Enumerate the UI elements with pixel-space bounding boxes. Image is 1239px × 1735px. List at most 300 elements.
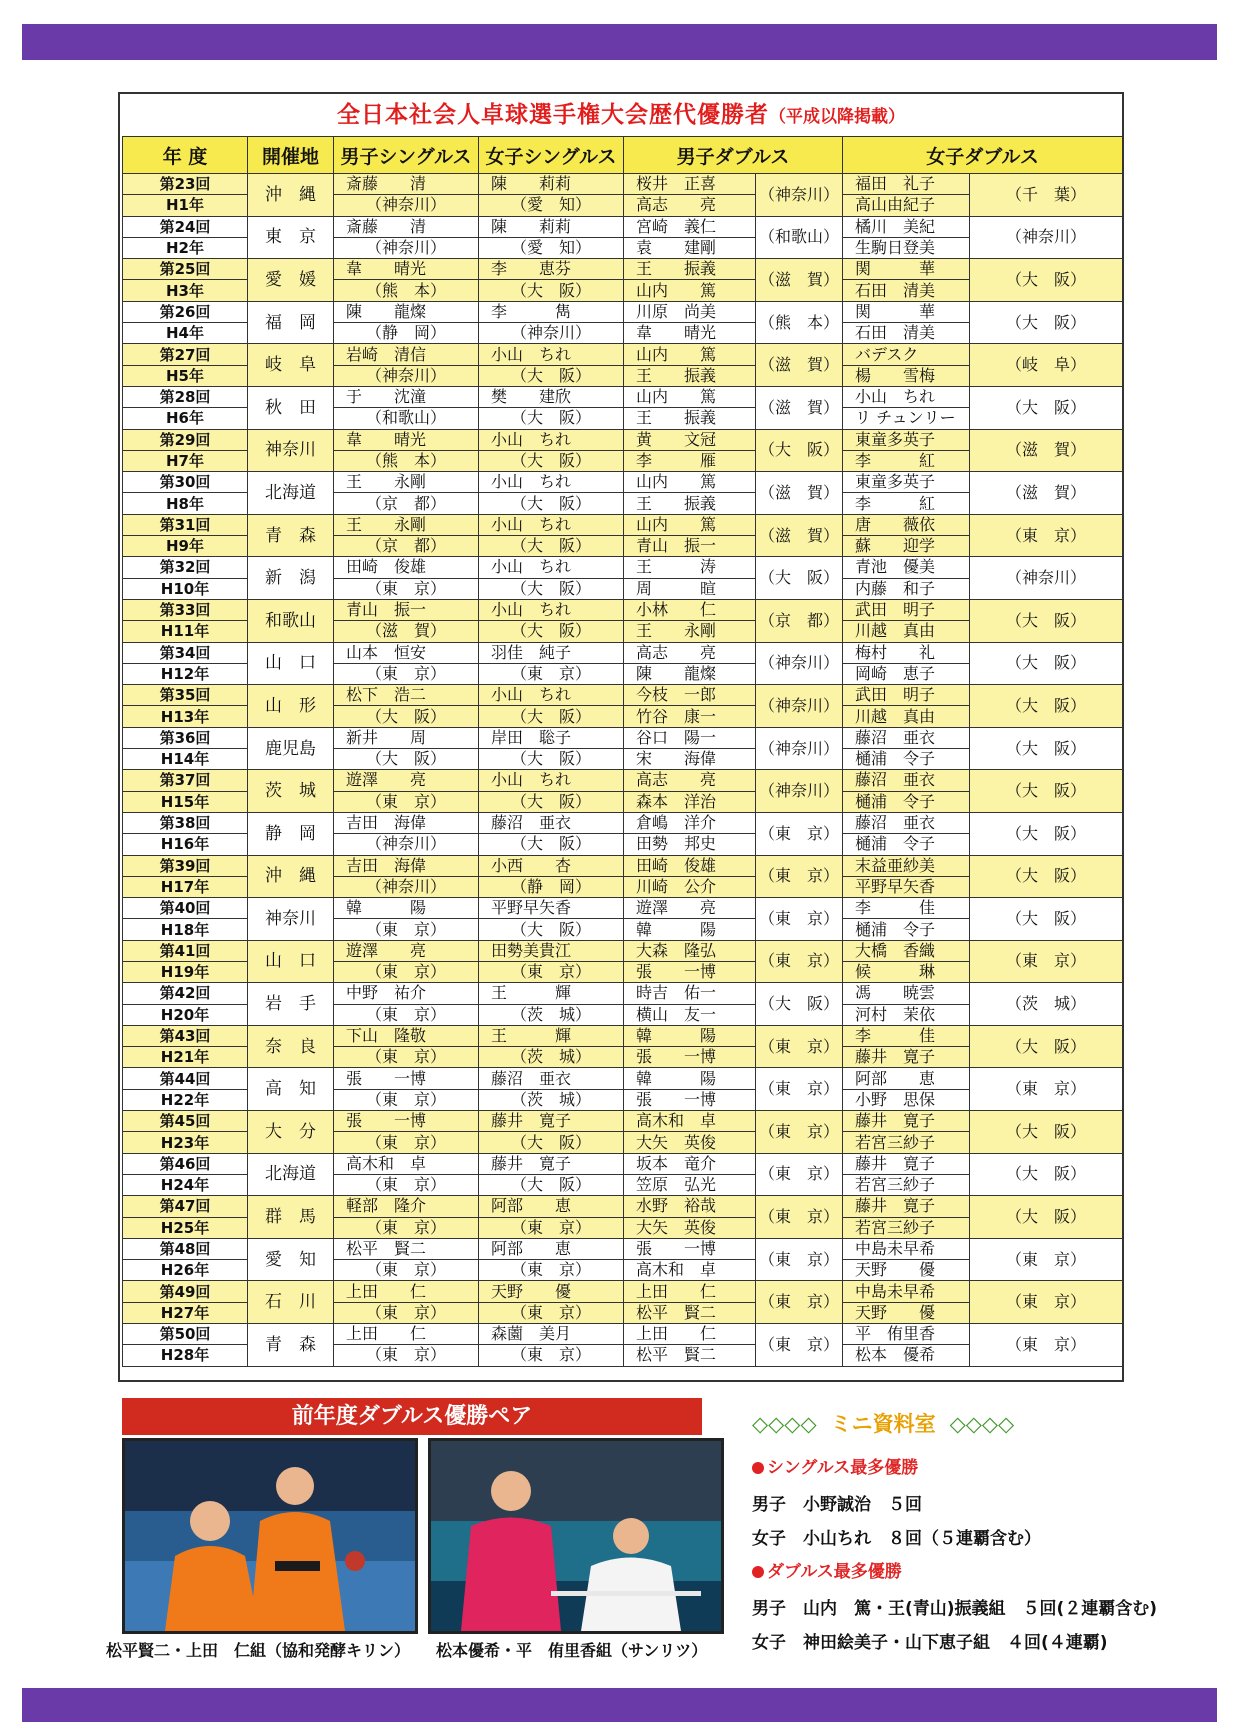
- mens-doubles-prefecture: （滋 賀）: [756, 386, 843, 429]
- venue: 茨 城: [248, 770, 334, 813]
- womens-singles-prefecture: （大 阪）: [479, 280, 624, 301]
- womens-singles-winner: 小山 ちれ: [479, 685, 624, 706]
- womens-doubles-photo: [428, 1438, 724, 1634]
- mens-singles-prefecture: （東 京）: [334, 1260, 479, 1281]
- mens-doubles-player: 王 振義: [624, 259, 756, 280]
- womens-doubles-prefecture: （大 阪）: [970, 898, 1123, 941]
- womens-singles-prefecture: （大 阪）: [479, 536, 624, 557]
- mens-doubles-player: 張 一博: [624, 1238, 756, 1259]
- mens-singles-prefecture: （神奈川）: [334, 237, 479, 258]
- venue: 沖 縄: [248, 855, 334, 898]
- mens-singles-prefecture: （熊 本）: [334, 280, 479, 301]
- mens-doubles-player: 韓 陽: [624, 1068, 756, 1089]
- womens-singles-winner: 阿部 恵: [479, 1196, 624, 1217]
- mens-doubles-player: 山内 篤: [624, 472, 756, 493]
- mens-singles-winner: 青山 振一: [334, 599, 479, 620]
- table-title: 全日本社会人卓球選手権大会歴代優勝者（平成以降掲載）: [337, 102, 905, 128]
- womens-doubles-player: 松本 優希: [843, 1345, 970, 1366]
- table-row: [123, 1281, 1123, 1302]
- edition-number: 第40回: [123, 898, 248, 919]
- venue: 沖 縄: [248, 174, 334, 217]
- womens-doubles-player: 李 佳: [843, 898, 970, 919]
- mens-singles-winner: 松下 浩二: [334, 685, 479, 706]
- womens-doubles-player: 小山 ちれ: [843, 386, 970, 407]
- heisei-year: H20年: [123, 1004, 248, 1025]
- mens-singles-prefecture: （東 京）: [334, 1174, 479, 1195]
- table-row: [123, 1025, 1123, 1046]
- mens-doubles-prefecture: （東 京）: [756, 855, 843, 898]
- heisei-year: H17年: [123, 876, 248, 897]
- doubles-heading: ダブルス最多優勝: [752, 1557, 902, 1582]
- womens-doubles-prefecture: （大 阪）: [970, 770, 1123, 813]
- womens-singles-winner: 小山 ちれ: [479, 344, 624, 365]
- womens-doubles-player: 関 華: [843, 259, 970, 280]
- table-row: [123, 174, 1123, 195]
- heisei-year: H7年: [123, 450, 248, 471]
- mens-singles-prefecture: （東 京）: [334, 919, 479, 940]
- table-row: [123, 1068, 1123, 1089]
- mens-doubles-prefecture: （滋 賀）: [756, 259, 843, 302]
- womens-doubles-prefecture: （大 阪）: [970, 1153, 1123, 1196]
- singles-heading: シングルス最多優勝: [752, 1453, 918, 1478]
- mens-doubles-prefecture: （大 阪）: [756, 557, 843, 600]
- womens-singles-winner: 藤沼 亜衣: [479, 1068, 624, 1089]
- heisei-year: H25年: [123, 1217, 248, 1238]
- mens-singles-winner: 吉田 海偉: [334, 855, 479, 876]
- womens-singles-winner: 阿部 恵: [479, 1238, 624, 1259]
- header-year: 年 度: [123, 137, 248, 174]
- mens-doubles-player: 横山 友一: [624, 1004, 756, 1025]
- table-row: [123, 216, 1123, 237]
- womens-singles-winner: 小山 ちれ: [479, 429, 624, 450]
- venue: 神奈川: [248, 429, 334, 472]
- mens-singles-winner: 上田 仁: [334, 1324, 479, 1345]
- womens-doubles-prefecture: （滋 賀）: [970, 429, 1123, 472]
- table-row: [123, 898, 1123, 919]
- header-row: [123, 137, 1123, 174]
- mens-doubles-prefecture: （東 京）: [756, 898, 843, 941]
- heisei-year: H11年: [123, 621, 248, 642]
- womens-doubles-player: 大橋 香織: [843, 940, 970, 961]
- womens-singles-winner: 森薗 美月: [479, 1324, 624, 1345]
- doubles-women-record: 女子 神田絵美子・山下恵子組 ４回(４連覇): [752, 1633, 1108, 1653]
- venue: 青 森: [248, 1324, 334, 1367]
- womens-doubles-player: 樋浦 令子: [843, 834, 970, 855]
- womens-doubles-player: 藤井 寛子: [843, 1196, 970, 1217]
- mens-singles-prefecture: （大 阪）: [334, 749, 479, 770]
- edition-number: 第46回: [123, 1153, 248, 1174]
- table-row: [123, 386, 1123, 407]
- venue: 神奈川: [248, 898, 334, 941]
- womens-singles-winner: 藤井 寛子: [479, 1153, 624, 1174]
- heisei-year: H26年: [123, 1260, 248, 1281]
- womens-doubles-prefecture: （大 阪）: [970, 301, 1123, 344]
- womens-doubles-prefecture: （茨 城）: [970, 983, 1123, 1026]
- heisei-year: H23年: [123, 1132, 248, 1153]
- mens-doubles-player: 高志 亮: [624, 642, 756, 663]
- mens-doubles-prefecture: （大 阪）: [756, 429, 843, 472]
- womens-singles-prefecture: （東 京）: [479, 1260, 624, 1281]
- mens-singles-winner: 上田 仁: [334, 1281, 479, 1302]
- edition-number: 第43回: [123, 1025, 248, 1046]
- womens-doubles-prefecture: （大 阪）: [970, 642, 1123, 685]
- womens-singles-winner: 羽佳 純子: [479, 642, 624, 663]
- womens-doubles-player: 樋浦 令子: [843, 749, 970, 770]
- mens-doubles-player: 袁 建剛: [624, 237, 756, 258]
- mens-doubles-player: 笠原 弘光: [624, 1174, 756, 1195]
- womens-doubles-prefecture: （千 葉）: [970, 174, 1123, 217]
- mens-singles-winner: 韋 晴光: [334, 429, 479, 450]
- mens-singles-winner: 張 一博: [334, 1111, 479, 1132]
- mens-doubles-player: 山内 篤: [624, 514, 756, 535]
- edition-number: 第25回: [123, 259, 248, 280]
- table-row: [123, 685, 1123, 706]
- header-mens-singles: 男子シングルス: [334, 137, 479, 174]
- venue: 大 分: [248, 1111, 334, 1154]
- table-row: [123, 727, 1123, 748]
- womens-doubles-player: 末益亜紗美: [843, 855, 970, 876]
- womens-doubles-player: 馮 暁雲: [843, 983, 970, 1004]
- mens-doubles-player: 王 涛: [624, 557, 756, 578]
- mens-singles-prefecture: （神奈川）: [334, 834, 479, 855]
- womens-doubles-player: 藤井 寛子: [843, 1111, 970, 1132]
- womens-doubles-player: 李 佳: [843, 1025, 970, 1046]
- womens-doubles-prefecture: （大 阪）: [970, 386, 1123, 429]
- womens-doubles-player: 内藤 和子: [843, 578, 970, 599]
- womens-singles-prefecture: （大 阪）: [479, 706, 624, 727]
- mens-doubles-prefecture: （神奈川）: [756, 642, 843, 685]
- womens-doubles-player: 中島未早希: [843, 1281, 970, 1302]
- heisei-year: H18年: [123, 919, 248, 940]
- mens-doubles-player: 王 振義: [624, 493, 756, 514]
- mens-singles-winner: 遊澤 亮: [334, 940, 479, 961]
- table-row: [123, 472, 1123, 493]
- womens-doubles-player: 若宮三紗子: [843, 1174, 970, 1195]
- heisei-year: H4年: [123, 323, 248, 344]
- womens-singles-prefecture: （茨 城）: [479, 1089, 624, 1110]
- womens-doubles-player: 東童多英子: [843, 472, 970, 493]
- womens-singles-prefecture: （大 阪）: [479, 621, 624, 642]
- top-band: [22, 24, 1217, 60]
- mens-singles-prefecture: （熊 本）: [334, 450, 479, 471]
- womens-doubles-prefecture: （東 京）: [970, 1324, 1123, 1367]
- mens-doubles-prefecture: （東 京）: [756, 1111, 843, 1154]
- mens-singles-prefecture: （神奈川）: [334, 195, 479, 216]
- womens-doubles-prefecture: （大 阪）: [970, 812, 1123, 855]
- edition-number: 第35回: [123, 685, 248, 706]
- mens-singles-prefecture: （和歌山）: [334, 408, 479, 429]
- mens-doubles-prefecture: （神奈川）: [756, 727, 843, 770]
- mens-doubles-prefecture: （滋 賀）: [756, 514, 843, 557]
- edition-number: 第50回: [123, 1324, 248, 1345]
- womens-doubles-player: 橘川 美紀: [843, 216, 970, 237]
- edition-number: 第33回: [123, 599, 248, 620]
- bullet-icon: [752, 1566, 764, 1578]
- womens-singles-winner: 小山 ちれ: [479, 770, 624, 791]
- venue: 奈 良: [248, 1025, 334, 1068]
- bullet-icon: [752, 1462, 764, 1474]
- singles-men-record: 男子 小野誠治 ５回: [752, 1495, 922, 1515]
- venue: 北海道: [248, 1153, 334, 1196]
- edition-number: 第31回: [123, 514, 248, 535]
- edition-number: 第23回: [123, 174, 248, 195]
- edition-number: 第26回: [123, 301, 248, 322]
- table-row: [123, 1153, 1123, 1174]
- mini-heading: ◇◇◇◇ ミニ資料室 ◇◇◇◇: [752, 1412, 1015, 1436]
- table-row: [123, 599, 1123, 620]
- edition-number: 第49回: [123, 1281, 248, 1302]
- womens-doubles-player: バデスク: [843, 344, 970, 365]
- mens-doubles-player: 竹谷 康一: [624, 706, 756, 727]
- womens-singles-winner: 岸田 聡子: [479, 727, 624, 748]
- mens-singles-winner: 王 永剛: [334, 472, 479, 493]
- womens-singles-winner: 王 輝: [479, 1025, 624, 1046]
- mens-doubles-player: 高木和 卓: [624, 1260, 756, 1281]
- venue: 青 森: [248, 514, 334, 557]
- mens-singles-prefecture: （東 京）: [334, 578, 479, 599]
- venue: 石 川: [248, 1281, 334, 1324]
- womens-doubles-player: 李 紅: [843, 450, 970, 471]
- table-row: [123, 1196, 1123, 1217]
- mens-singles-winner: 岩崎 清信: [334, 344, 479, 365]
- womens-doubles-player: リ チュンリー: [843, 408, 970, 429]
- womens-doubles-player: 天野 優: [843, 1302, 970, 1323]
- womens-doubles-prefecture: （大 阪）: [970, 1111, 1123, 1154]
- womens-singles-winner: 藤井 寛子: [479, 1111, 624, 1132]
- edition-number: 第30回: [123, 472, 248, 493]
- womens-doubles-player: 阿部 恵: [843, 1068, 970, 1089]
- mens-singles-winner: 斎藤 清: [334, 216, 479, 237]
- heisei-year: H21年: [123, 1047, 248, 1068]
- womens-singles-prefecture: （茨 城）: [479, 1047, 624, 1068]
- mens-singles-prefecture: （東 京）: [334, 1132, 479, 1153]
- womens-singles-winner: 陳 莉莉: [479, 174, 624, 195]
- mens-doubles-player: 松平 賢二: [624, 1345, 756, 1366]
- venue: 山 形: [248, 685, 334, 728]
- womens-doubles-player: 天野 優: [843, 1260, 970, 1281]
- mens-doubles-player: 韓 陽: [624, 919, 756, 940]
- mens-doubles-player: 大森 隆弘: [624, 940, 756, 961]
- mens-singles-prefecture: （滋 賀）: [334, 621, 479, 642]
- mens-doubles-prefecture: （神奈川）: [756, 685, 843, 728]
- womens-singles-prefecture: （静 岡）: [479, 876, 624, 897]
- womens-doubles-prefecture: （東 京）: [970, 514, 1123, 557]
- mens-doubles-prefecture: （東 京）: [756, 1025, 843, 1068]
- womens-doubles-player: 東童多英子: [843, 429, 970, 450]
- edition-number: 第34回: [123, 642, 248, 663]
- mens-doubles-prefecture: （滋 賀）: [756, 472, 843, 515]
- womens-singles-winner: 王 輝: [479, 983, 624, 1004]
- womens-doubles-player: 武田 明子: [843, 685, 970, 706]
- mens-doubles-player: 大矢 英俊: [624, 1132, 756, 1153]
- mens-doubles-player: 桜井 正喜: [624, 174, 756, 195]
- table-row: [123, 940, 1123, 961]
- womens-doubles-player: 平 侑里香: [843, 1324, 970, 1345]
- womens-singles-prefecture: （愛 知）: [479, 195, 624, 216]
- womens-doubles-player: 藤沼 亜衣: [843, 812, 970, 833]
- mens-doubles-player: 松平 賢二: [624, 1302, 756, 1323]
- mens-doubles-player: 山内 篤: [624, 280, 756, 301]
- table-row: [123, 855, 1123, 876]
- edition-number: 第41回: [123, 940, 248, 961]
- womens-doubles-prefecture: （東 京）: [970, 1238, 1123, 1281]
- womens-singles-prefecture: （大 阪）: [479, 749, 624, 770]
- mens-singles-prefecture: （東 京）: [334, 1089, 479, 1110]
- venue: 山 口: [248, 940, 334, 983]
- edition-number: 第29回: [123, 429, 248, 450]
- mens-singles-winner: 張 一博: [334, 1068, 479, 1089]
- edition-number: 第24回: [123, 216, 248, 237]
- mens-doubles-prefecture: （滋 賀）: [756, 344, 843, 387]
- mens-doubles-photo: [122, 1438, 418, 1634]
- photo-caption-right: 松本優希・平 侑里香組（サンリツ）: [436, 1641, 708, 1660]
- heisei-year: H22年: [123, 1089, 248, 1110]
- womens-doubles-player: 唐 薇依: [843, 514, 970, 535]
- header-venue: 開催地: [248, 137, 334, 174]
- womens-doubles-prefecture: （神奈川）: [970, 557, 1123, 600]
- mens-singles-prefecture: （京 都）: [334, 536, 479, 557]
- mens-singles-winner: 韓 陽: [334, 898, 479, 919]
- photos-title: 前年度ダブルス優勝ペア: [122, 1398, 702, 1435]
- edition-number: 第36回: [123, 727, 248, 748]
- mens-doubles-player: 大矢 英俊: [624, 1217, 756, 1238]
- mens-doubles-player: 韋 晴光: [624, 323, 756, 344]
- womens-singles-prefecture: （大 阪）: [479, 365, 624, 386]
- doubles-men-record: 男子 山内 篤・王(青山)振義組 ５回(２連覇含む): [752, 1599, 1158, 1619]
- mens-singles-winner: 王 永剛: [334, 514, 479, 535]
- womens-doubles-player: 藤沼 亜衣: [843, 727, 970, 748]
- womens-doubles-player: 川越 真由: [843, 706, 970, 727]
- womens-singles-prefecture: （東 京）: [479, 961, 624, 982]
- venue: 鹿児島: [248, 727, 334, 770]
- champions-table-frame: [118, 92, 1124, 1382]
- mens-doubles-player: 宮崎 義仁: [624, 216, 756, 237]
- heisei-year: H9年: [123, 536, 248, 557]
- womens-singles-prefecture: （愛 知）: [479, 237, 624, 258]
- venue: 福 岡: [248, 301, 334, 344]
- mens-doubles-player: 上田 仁: [624, 1281, 756, 1302]
- womens-singles-prefecture: （大 阪）: [479, 493, 624, 514]
- womens-singles-prefecture: （大 阪）: [479, 1132, 624, 1153]
- mens-doubles-prefecture: （東 京）: [756, 812, 843, 855]
- heisei-year: H12年: [123, 663, 248, 684]
- table-row: [123, 642, 1123, 663]
- womens-doubles-prefecture: （東 京）: [970, 940, 1123, 983]
- mens-singles-winner: 下山 隆敬: [334, 1025, 479, 1046]
- mens-singles-winner: 高木和 卓: [334, 1153, 479, 1174]
- womens-singles-prefecture: （神奈川）: [479, 323, 624, 344]
- mens-singles-winner: 吉田 海偉: [334, 812, 479, 833]
- womens-singles-winner: 小山 ちれ: [479, 514, 624, 535]
- mens-singles-prefecture: （大 阪）: [334, 706, 479, 727]
- mens-singles-winner: 中野 祐介: [334, 983, 479, 1004]
- mens-singles-prefecture: （東 京）: [334, 1302, 479, 1323]
- table-row: [123, 301, 1123, 322]
- mens-doubles-player: 黄 文冠: [624, 429, 756, 450]
- womens-doubles-player: 李 紅: [843, 493, 970, 514]
- womens-singles-prefecture: （大 阪）: [479, 919, 624, 940]
- womens-doubles-prefecture: （大 阪）: [970, 1196, 1123, 1239]
- womens-singles-prefecture: （東 京）: [479, 663, 624, 684]
- edition-number: 第44回: [123, 1068, 248, 1089]
- edition-number: 第38回: [123, 812, 248, 833]
- edition-number: 第27回: [123, 344, 248, 365]
- womens-singles-prefecture: （茨 城）: [479, 1004, 624, 1025]
- womens-doubles-prefecture: （滋 賀）: [970, 472, 1123, 515]
- womens-doubles-prefecture: （大 阪）: [970, 727, 1123, 770]
- womens-singles-prefecture: （大 阪）: [479, 450, 624, 471]
- womens-doubles-player: 平野早矢香: [843, 876, 970, 897]
- womens-singles-prefecture: （東 京）: [479, 1302, 624, 1323]
- womens-singles-prefecture: （大 阪）: [479, 791, 624, 812]
- mens-doubles-player: 李 雁: [624, 450, 756, 471]
- womens-doubles-player: 樋浦 令子: [843, 791, 970, 812]
- mens-singles-prefecture: （東 京）: [334, 961, 479, 982]
- table-row: [123, 812, 1123, 833]
- mens-singles-prefecture: （静 岡）: [334, 323, 479, 344]
- mens-doubles-player: 森本 洋治: [624, 791, 756, 812]
- womens-doubles-player: 石田 清美: [843, 280, 970, 301]
- mens-doubles-player: 水野 裕哉: [624, 1196, 756, 1217]
- table-row: [123, 259, 1123, 280]
- mens-doubles-prefecture: （神奈川）: [756, 770, 843, 813]
- venue: 和歌山: [248, 599, 334, 642]
- venue: 愛 媛: [248, 259, 334, 302]
- table-row: [123, 557, 1123, 578]
- mens-doubles-player: 川原 尚美: [624, 301, 756, 322]
- heisei-year: H8年: [123, 493, 248, 514]
- heisei-year: H15年: [123, 791, 248, 812]
- mens-doubles-player: 谷口 陽一: [624, 727, 756, 748]
- womens-singles-winner: 樊 建欣: [479, 386, 624, 407]
- womens-doubles-player: 高山由紀子: [843, 195, 970, 216]
- edition-number: 第28回: [123, 386, 248, 407]
- mens-doubles-prefecture: （東 京）: [756, 1068, 843, 1111]
- womens-doubles-prefecture: （大 阪）: [970, 599, 1123, 642]
- header-womens-doubles: 女子ダブルス: [843, 137, 1123, 174]
- mens-doubles-player: 今枝 一郎: [624, 685, 756, 706]
- bottom-band: [22, 1688, 1217, 1722]
- venue: 秋 田: [248, 386, 334, 429]
- venue: 新 潟: [248, 557, 334, 600]
- edition-number: 第37回: [123, 770, 248, 791]
- mens-singles-prefecture: （東 京）: [334, 791, 479, 812]
- mens-doubles-prefecture: （熊 本）: [756, 301, 843, 344]
- mens-singles-prefecture: （東 京）: [334, 1217, 479, 1238]
- mens-doubles-prefecture: （東 京）: [756, 1196, 843, 1239]
- mens-doubles-prefecture: （神奈川）: [756, 174, 843, 217]
- womens-singles-prefecture: （東 京）: [479, 1217, 624, 1238]
- table-row: [123, 514, 1123, 535]
- womens-singles-winner: 小山 ちれ: [479, 472, 624, 493]
- womens-doubles-prefecture: （大 阪）: [970, 1025, 1123, 1068]
- mens-doubles-player: 遊澤 亮: [624, 898, 756, 919]
- mens-doubles-player: 田崎 俊雄: [624, 855, 756, 876]
- mens-singles-winner: 松平 賢二: [334, 1238, 479, 1259]
- mens-doubles-prefecture: （東 京）: [756, 1324, 843, 1367]
- womens-doubles-player: 武田 明子: [843, 599, 970, 620]
- womens-doubles-player: 小野 思保: [843, 1089, 970, 1110]
- womens-doubles-prefecture: （岐 阜）: [970, 344, 1123, 387]
- mens-doubles-player: 小林 仁: [624, 599, 756, 620]
- womens-doubles-player: 樋浦 令子: [843, 919, 970, 940]
- womens-doubles-prefecture: （東 京）: [970, 1068, 1123, 1111]
- mens-doubles-player: 王 振義: [624, 365, 756, 386]
- heisei-year: H2年: [123, 237, 248, 258]
- mens-doubles-player: 陳 龍燦: [624, 663, 756, 684]
- venue: 山 口: [248, 642, 334, 685]
- mens-doubles-player: 張 一博: [624, 1047, 756, 1068]
